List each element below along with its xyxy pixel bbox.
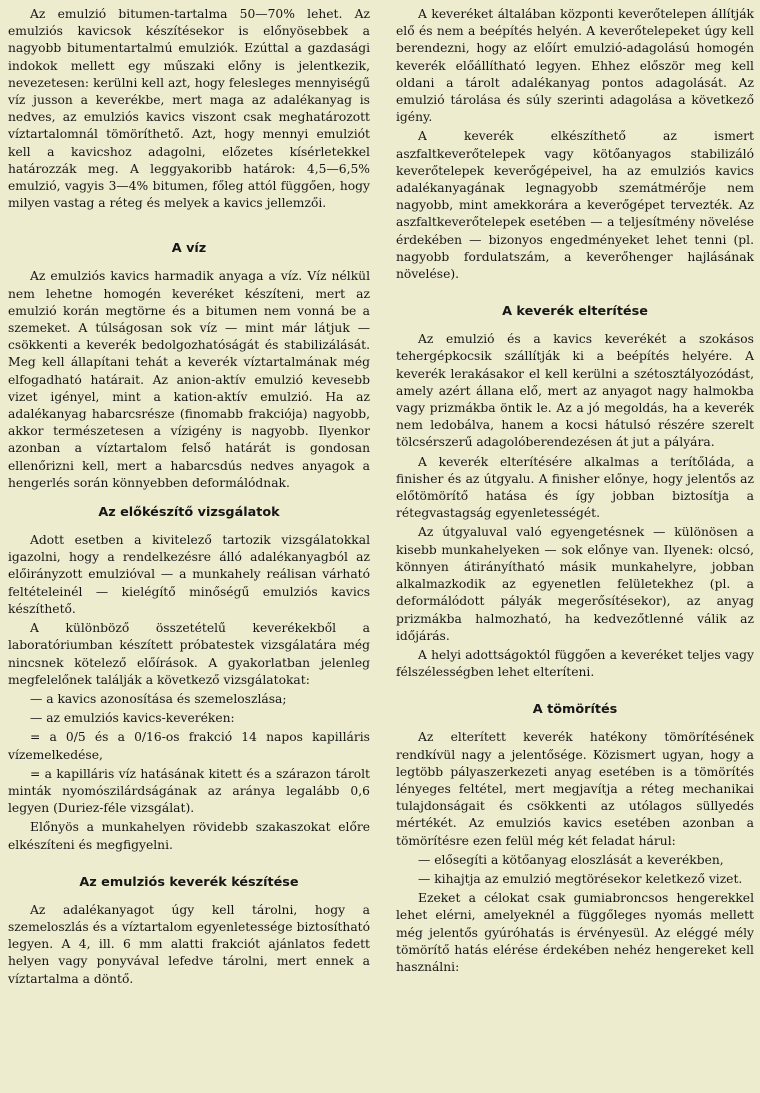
paragraph: Az emulzió bitumen-tartalma 50—70% lehet. Az emulziós kavicsok készítésekor is előnyösebbek a nagyobb bitumentartalmú emulziók. Ezúttal a gazdasági indokok mellett egy műszaki előny is jelentkezik, nevezetesen: kerülni kell azt, hogy felesleges mennyiségű víz jusson a keverékbe, mert maga az adalékanyag is nedves, az emulziós kavics viszont csak meghatározott víztartalomnál tömöríthető. Azt, hogy mennyi emulziót kell a kavicshoz adagolni, előzetes kísérletekkel határozzák meg. A leggyakoribb határok: 4,5—6,5% emulzió, vagyis 3—4% bitumen, főleg attól függően, hogy milyen vastag a réteg és melyek a kavics jellemzői. [8,7,370,211]
paragraph: Az emulzió és a kavics keverékét a szokásos tehergépkocsik szállítják ki a beépítés helyére. A keverék lerakásakor el kell kerülni a szétosztályozódást, amely azért állana elő, mert az anyagot nagy halmokba vagy prizmákba öntik le. Az a jó megoldás, ha a keverék nem ledobálva, hanem a kocsi hátulsó részére szerelt tölcsérszerű adagolóberendezésen át jut a pályára. [396,332,754,450]
section-heading-tomorites: A tömörítés [532,702,618,718]
list-item: — a kavics azonosítása és szemeloszlása; [30,691,287,706]
paragraph: Az útgyaluval való egyengetésnek — különösen a kisebb munkahelyeken — sok előnye van. Ilyenek: olcsó, könnyen átirányítható másik munkahelyre, jobban alkalmazkodik az egyenetlen felületekhez (pl. a deformálódott pályák megerősítésekor), az anyag prizmákba halmozható, ha kedvezőtlenné válik az időjárás. [396,525,754,643]
left-column [8,6,370,990]
paragraph: Az emulziós kavics harmadik anyaga a víz. Víz nélkül nem lehetne homogén keveréket készíteni, mert az emulzió korán megtörne és a bitumen nem vonná be a szemeket. A túlságosan sok víz — mint már látjuk — csökkenti a keverék bedolgozhatóságát és stabilizálását. Meg kell állapítani tehát a keverék víztartalmának még elfogadható határait. Az anion-aktív emulzió kevesebb vizet igényel, mint a kation-aktív emulzió. Ha az adalékanyag habarcsrésze (finomabb frakciója) nagyobb, akkor természetesen a vízigény is nagyobb. Ilyenkor azonban a víztartalom felső határát is gondosan ellenőrizni kell, mert a habarcsdús nedves anyagok a hengerlés során könnyebben deformálódnak. [8,269,370,490]
section-heading-keszitese: Az emulziós keverék készítése [79,874,299,890]
list-item: = a 0/5 és a 0/16-os frakció 14 napos kapilláris vízemelkedése, [8,730,370,762]
list-item: — kihajtja az emulzió megtörésekor keletkező vizet. [418,871,743,886]
paragraph: A keveréket általában központi keverőtelepen állítják elő és nem a beépítés helyén. A keverőtelepeket úgy kell berendezni, hogy az előírt emulzió-adagolású homogén keverék előállítható legyen. Ehhez először meg kell oldani a tárolt adalékanyag pontos adagolását. Az emulzió tárolása és súly szerinti adagolása a következő igény. [396,7,754,125]
paragraph: Az elterített keverék hatékony tömörítésének rendkívül nagy a jelentősége. Közismert ugyan, hogy a legtöbb pályaszerkezeti anyag esetében is a tömörítés lényeges feltétel, mert megjavítja a réteg mechanikai tulajdonságait és csökkenti az utólagos süllyedés mértékét. Az emulziós kavics esetében azonban a tömörítésre ezen felül még két feladat hárul: [396,730,754,848]
paragraph: A különböző összetételű keverékekből a laboratóriumban készített próbatestek vizsgálatára még nincsnek kötelező előírások. A gyakorlatban jelenleg megfelelőnek találják a következő vizsgálatokat: [8,621,370,687]
list-item: — elősegíti a kötőanyag eloszlását a keverékben, [418,852,724,867]
section-heading-elterites: A keverék elterítése [502,304,648,320]
paragraph: Ezeket a célokat csak gumiabroncsos hengerekkel lehet elérni, amelyeknél a függőleges nyomás mellett még jelentős gyúróhatás is érvényesül. Az eléggé mély tömörítő hatás elérése érdekében nehéz hengereket kell használni: [396,891,754,974]
list-item: — az emulziós kavics-keveréken: [30,711,235,726]
paragraph: Az adalékanyagot úgy kell tárolni, hogy a szemeloszlás és a víztartalom egyenletessége biztosítható legyen. A 4, ill. 6 mm alatti frakciót ajánlatos fedett helyen vagy ponyvával lefedve tárolni, mert ennek a víztartalma a döntő. [8,902,370,986]
paragraph: Adott esetben a kivitelező tartozik vizsgálatokkal igazolni, hogy a rendelkezésre álló adalékanyagból az előirányzott emulzióval — a munkahely reálisan várható feltételeinél — kielégítő minőségű emulziós kavics készíthető. [8,533,370,616]
paragraph: A helyi adottságoktól függően a keveréket teljes vagy félszélességben lehet elteríteni. [396,647,754,680]
right-column [396,6,754,978]
paragraph: Előnyös a munkahelyen rövidebb szakaszokat előre elkészíteni és megfigyelni. [8,820,370,852]
paragraph: A keverék elkészíthető az ismert aszfaltkeverőtelepek vagy kötőanyagos stabilizáló keverőtelepek keverőgépeivel, ha az emulziós kavics adalékanyagának legnagyobb szemátmérője nem nagyobb, mint amekkorára a keverőgépet tervezték. Az aszfaltkeverőtelepek esetében — a teljesítmény növelése érdekében — bizonyos engedményeket lehet tenni (pl. nagyobb fordulatszám, a keverőhenger hajlásának növelése). [396,129,754,282]
section-heading-viz: A víz [171,241,207,257]
section-heading-elokeszito: Az előkészítő vizsgálatok [98,505,280,521]
list-item: = a kapilláris víz hatásának kitett és a szárazon tárolt minták nyomószilárdságának az aránya legalább 0,6 legyen (Duriez-féle vizsgálat). [8,766,370,816]
paragraph: A keverék elterítésére alkalmas a terítőláda, a finisher és az útgyalu. A finisher előnye, hogy jelentős az előtömörítő hatása és így jobban biztosítja a rétegvastagság egyenletességét. [396,454,754,521]
